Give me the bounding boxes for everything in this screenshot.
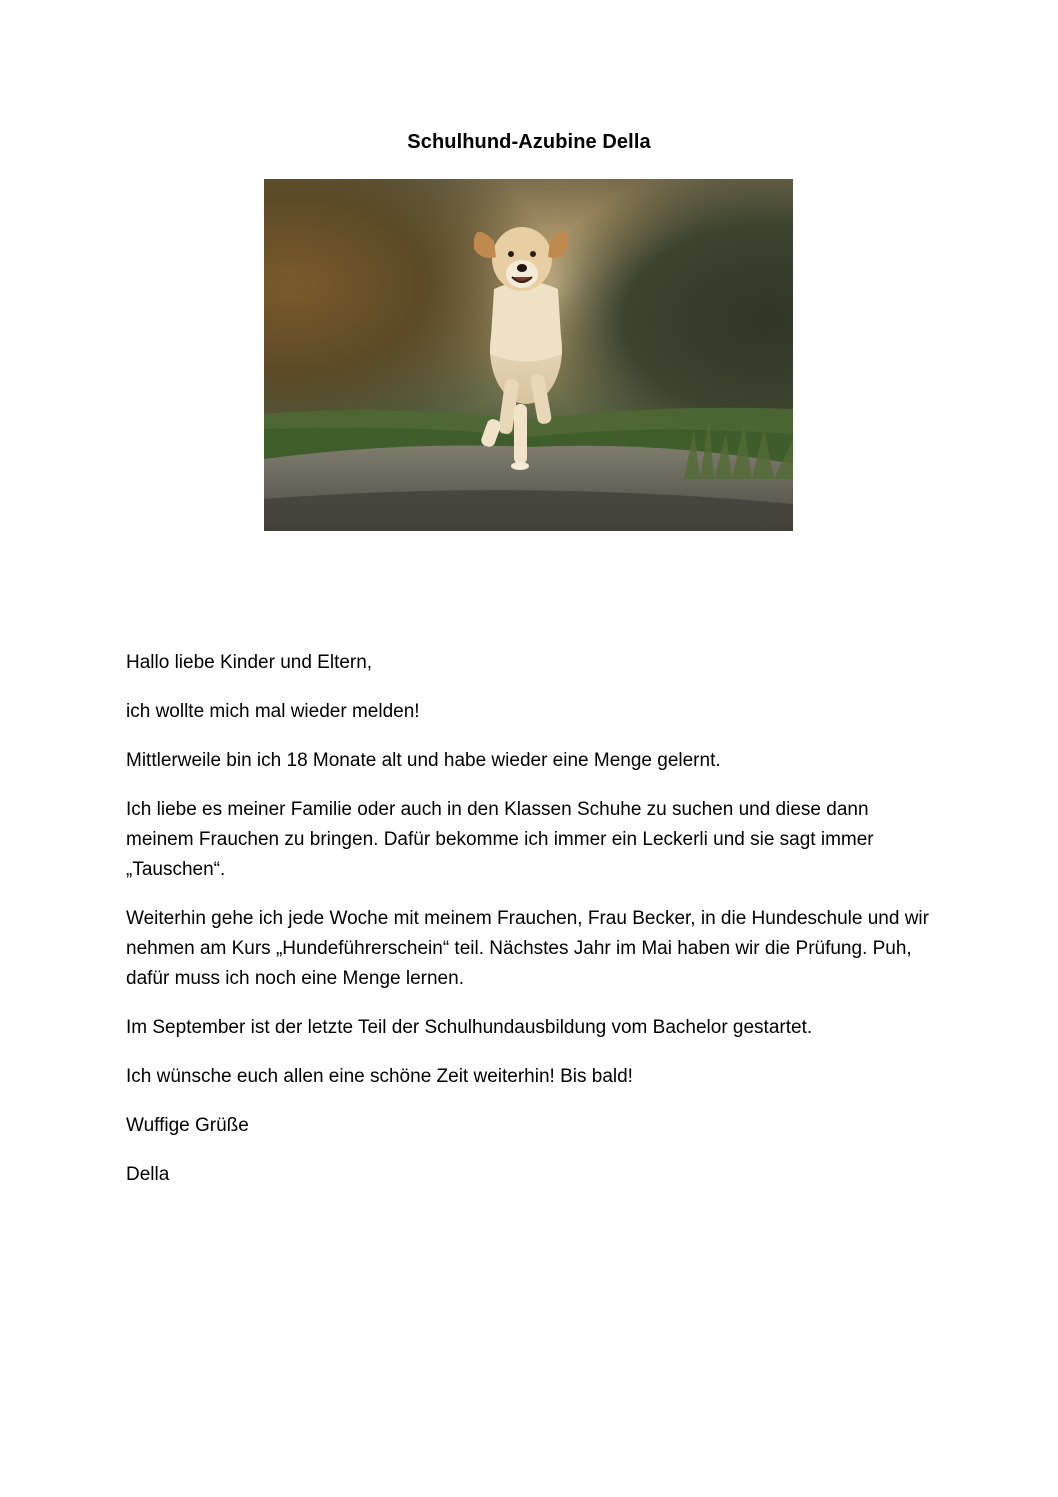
paragraph: Mittlerweile bin ich 18 Monate alt und habe wieder eine Menge gelernt.: [126, 750, 721, 771]
dog-photo: [264, 179, 793, 531]
paragraph: Weiterhin gehe ich jede Woche mit meinem Frauchen, Frau Becker, in die Hundeschule und wir nehmen am Kurs „Hundeführerschein“ teil. Nächstes Jahr im Mai haben wir die Prüfung. Puh, dafür muss ich noch eine Menge lernen.: [126, 908, 929, 989]
signature: Della: [126, 1164, 170, 1185]
paragraph: Ich wünsche euch allen eine schöne Zeit weiterhin! Bis bald!: [126, 1066, 633, 1087]
greeting: Hallo liebe Kinder und Eltern,: [126, 652, 373, 673]
document-title: Schulhund-Azubine Della: [407, 131, 651, 153]
closing: Wuffige Grüße: [126, 1115, 249, 1136]
paragraph: Im September ist der letzte Teil der Schulhundausbildung vom Bachelor gestartet.: [126, 1017, 813, 1038]
paragraph: Ich liebe es meiner Familie oder auch in den Klassen Schuhe zu suchen und diese dann meinem Frauchen zu bringen. Dafür bekomme ich immer ein Leckerli und sie sagt immer „Tauschen“.: [126, 799, 874, 880]
paragraph: ich wollte mich mal wieder melden!: [126, 701, 420, 722]
letter-body: [126, 648, 936, 1209]
